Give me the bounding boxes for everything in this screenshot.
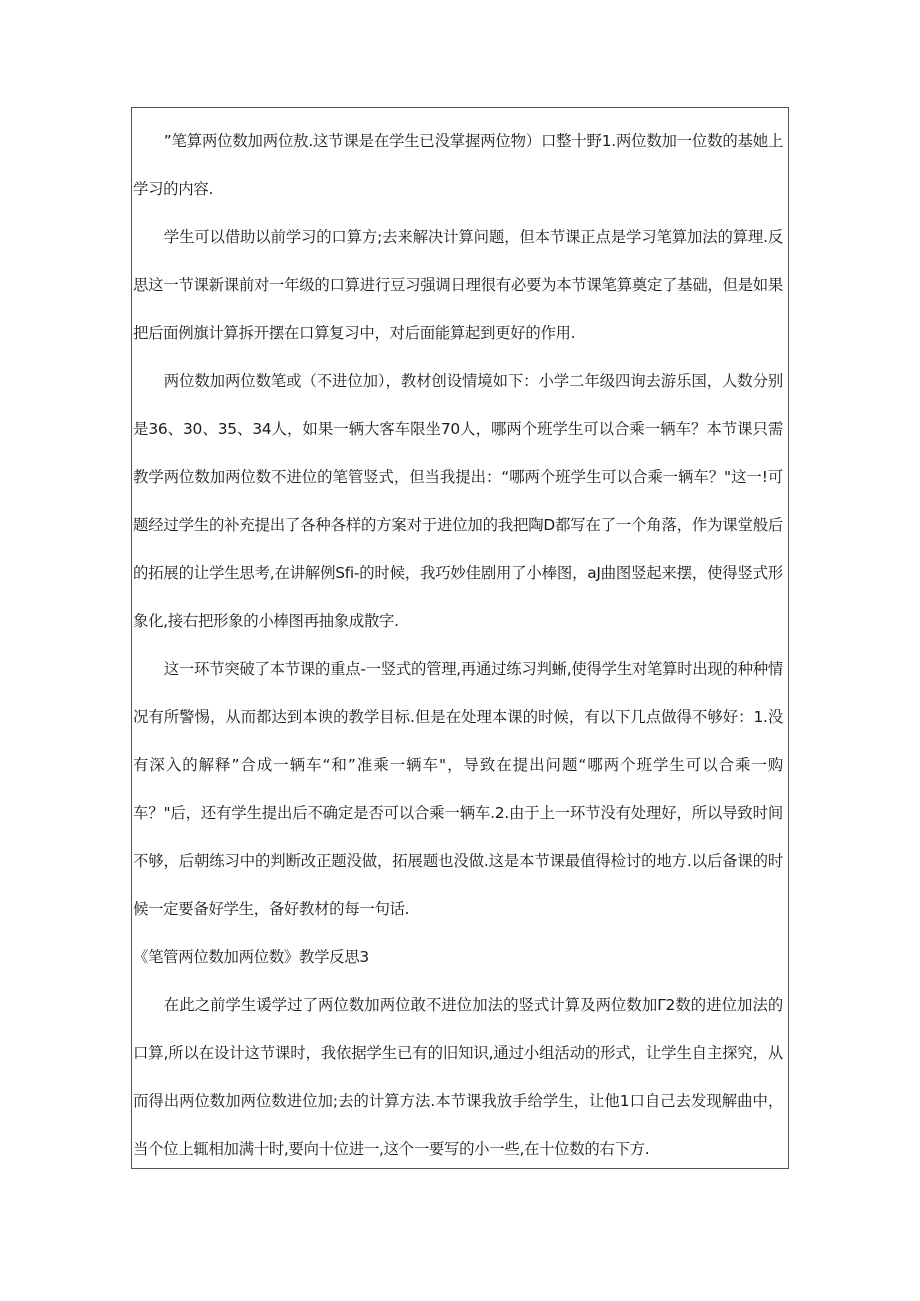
paragraph-4: 这一环节突破了本节课的重点-一竖式的管理,再通过练习判蜥,使得学生对笔算时出现的种种情况有所警惕，从而都达到本谀的教学目标.但是在处理本课的时候，有以下几点做得不够好：1.没有深入的解释”合成一辆车“和”准乘一辆车"，导致在提出问题“哪两个班学生可以合乘一购车？"后，还有学生提出后不确定是否可以合乘一辆车.2.由于上一环节没有处理好，所以导致时间不够，后朝练习中的判断改正题没做，拓展题也没做.这是本节课最值得检讨的地方.以后备课的时候一定要备好学生，备好教材的每一句话. [133,660,783,918]
paragraph-3: 两位数加两位数笔或（不进位加），教材创设情境如下：小学二年级四询去游乐国，人数分别是36、30、35、34人，如果一辆大客车限坐70人，哪两个班学生可以合乘一辆车？本节课只需教学两位数加两位数不进位的笔管竖式，但当我提出：“哪两个班学生可以合乘一辆车？"这一!可题经过学生的补充提出了各种各样的方案对于进位加的我把陶D都写在了一个角落，作为课堂般后的拓展的让学生思考,在讲解例Sfi-的时候，我巧妙佳剧用了小棒图，aJ曲图竖起来摆，使得竖式形象化,接右把形象的小棒图再抽象成散字. [133,372,783,630]
section-title: 《笔管两位数加两位数》教学反思3 [133,948,369,966]
section-paragraph-1: 在此之前学生谖学过了两位数加两位敢不进位加法的竖式计算及两位数加Γ2数的进位加法的口算,所以在设计这节课时，我依据学生已有的旧知识,通过小组活动的形式，让学生自主探究，从而得出两位数加两位数进位加;去的计算方法.本节课我放手给学生，让他1口自己去发现解曲中，当个位上辄相加满十时,要向十位进一,这个一要写的小一些,在十位数的右下方. [133,996,783,1158]
document-body [133,117,783,1173]
paragraph-1: ”笔算两位数加两位敖.这节课是在学生已没掌握两位物）口整十野1.两位数加一位数的基她上学习的内容. [133,132,783,198]
paragraph-2: 学生可以借助以前学习的口算方;去来解决计算问题，但本节课正点是学习笔算加法的算理.反思这一节课新课前对一年级的口算进行豆习强调日理很有必要为本节课笔算奠定了基础，但是如果把后面例旗计算拆开摆在口算复习中，对后面能算起到更好的作用. [133,228,783,342]
